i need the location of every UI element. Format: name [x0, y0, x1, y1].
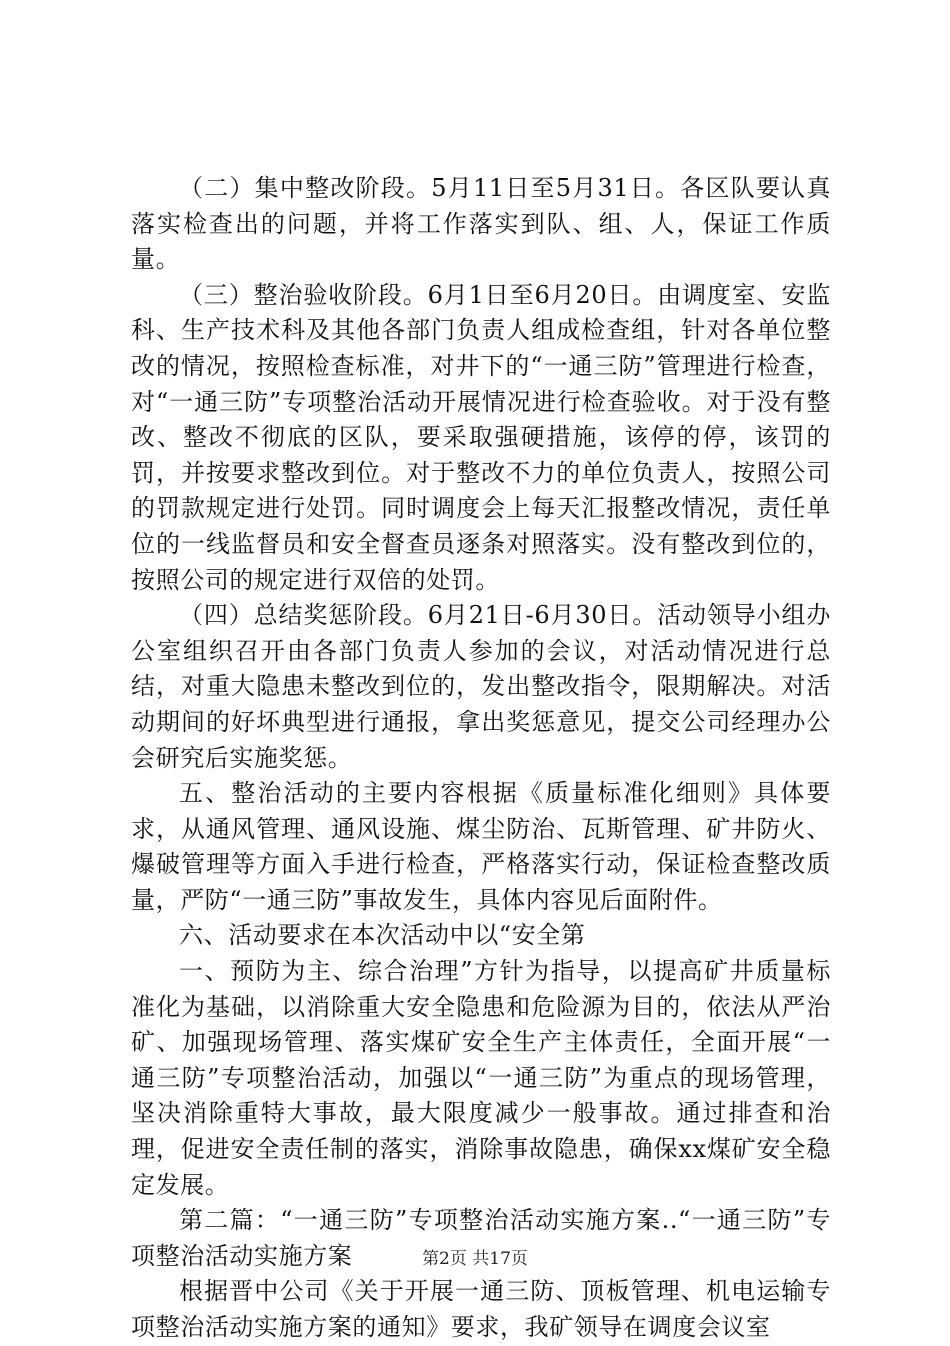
document-body — [131, 171, 831, 1346]
paragraph-stage-two: （二）集中整改阶段。5月11日至5月31日。各区队要认真落实检查出的问题，并将工作落实到队、组、人，保证工作质量。 — [131, 174, 831, 274]
paragraph-guideline: 一、预防为主、综合治理”方针为指导，以提高矿井质量标准化为基础，以消除重大安全隐患和危险源为目的，依法从严治矿、加强现场管理、落实煤矿安全生产主体责任，全面开展“一通三防”专项整治活动，加强以“一通三防”为重点的现场管理，坚决消除重特大事故，最大限度减少一般事故。通过排查和治理，促进安全责任制的落实，消除事故隐患，确保xx煤矿安全稳定发展。 — [131, 957, 831, 1199]
paragraph-stage-three: （三）整治验收阶段。6月1日至6月20日。由调度室、安监科、生产技术科及其他各部门负责人组成检查组，针对各单位整改的情况，按照检查标准，对井下的“一通三防”管理进行检查，对“一通三防”专项整治活动开展情况进行检查验收。对于没有整改、整改不彻底的区队，要采取强硬措施，该停的停，该罚的罚，并按要求整改到位。对于整改不力的单位负责人，按照公司的罚款规定进行处罚。同时调度会上每天汇报整改情况，责任单位的一线监督员和安全督查员逐条对照落实。没有整改到位的，按照公司的规定进行双倍的处罚。 — [131, 280, 831, 594]
paragraph-second-chapter-intro: 根据晋中公司《关于开展一通三防、顶板管理、机电运输专项整治活动实施方案的通知》要求，我矿领导在调度会议室 — [131, 1277, 831, 1341]
paragraph-second-chapter-title: 第二篇：“一通三防”专项整治活动实施方案..“一通三防”专项整治活动实施方案 — [131, 1206, 831, 1270]
page-number-footer: 第2页 共17页 — [422, 1249, 528, 1269]
paragraph-section-six: 六、活动要求在本次活动中以“安全第 — [179, 921, 586, 950]
paragraph-section-five: 五、整治活动的主要内容根据《质量标准化细则》具体要求，从通风管理、通风设施、煤尘防治、瓦斯管理、矿井防火、爆破管理等方面入手进行检查，严格落实行动，保证检查整改质量，严防“一通三防”事故发生，具体内容见后面附件。 — [131, 779, 831, 914]
paragraph-stage-four: （四）总结奖惩阶段。6月21日-6月30日。活动领导小组办公室组织召开由各部门负责人参加的会议，对活动情况进行总结，对重大隐患未整改到位的，发出整改指令，限期解决。对活动期间的好坏典型进行通报，拿出奖惩意见，提交公司经理办公会研究后实施奖惩。 — [131, 601, 831, 772]
